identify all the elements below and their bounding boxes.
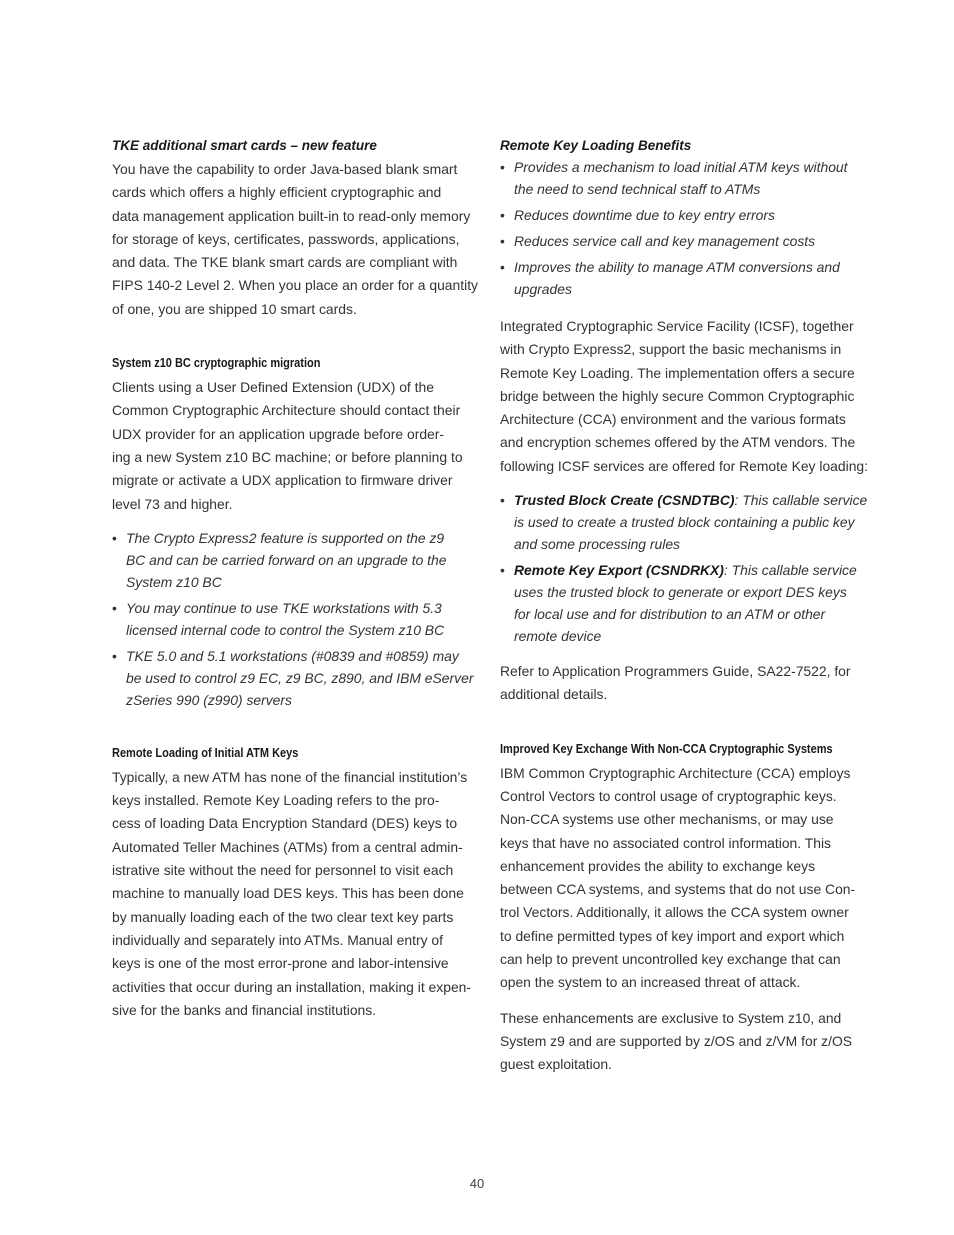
list-item: • Reduces service call and key management costs	[500, 230, 872, 252]
refer-paragraph: Refer to Application Programmers Guide, SA22-7522, for additional details.	[500, 663, 851, 703]
key-exchange-heading: Improved Key Exchange With Non-CCA Cryptographic Systems	[500, 741, 833, 756]
icsf-section	[500, 315, 872, 707]
tke-heading: TKE additional smart cards – new feature	[112, 138, 377, 153]
migration-section	[112, 354, 484, 711]
benefits-heading: Remote Key Loading Benefits	[500, 138, 692, 153]
service-name: Trusted Block Create (CSNDTBC)	[514, 492, 735, 509]
remote-loading-heading: Remote Loading of Initial ATM Keys	[112, 745, 299, 760]
list-item: • Reduces downtime due to key entry errors	[500, 204, 872, 226]
key-exchange-section	[500, 740, 872, 1077]
left-column	[112, 137, 484, 1022]
list-item: • Trusted Block Create (CSNDTBC): This callable service is used to create a trusted block containing a public key and some processing rules	[500, 489, 872, 555]
benefits-section	[500, 137, 872, 300]
remote-loading-paragraph: Typically, a new ATM has none of the financial institution’s keys installed. Remote Key Loading refers to the pro- cess of loading Data Encryption Standard (DES) keys to Automated Teller Machines (ATMs) from a central admin- istrative site without the need for personnel to visit each machine to manually load DES keys. This has been done by manually loading each of the two clear text key parts individually and separately into ATMs. Manual entry of keys is one of the most error-prone and labor-intensive activities that occur during an installation, making it expen- sive for the banks and financial institutions.	[112, 768, 472, 1018]
list-item: • Provides a mechanism to load initial ATM keys without the need to send technical staff to ATMs	[500, 156, 872, 200]
right-column	[500, 137, 872, 1077]
list-item: • Remote Key Export (CSNDRKX): This callable service uses the trusted block to generate or export DES keys for local use and for distribution to an ATM or other remote device	[500, 559, 872, 647]
closing-paragraph: These enhancements are exclusive to System z10, and System z9 and are supported by z/OS and z/VM for z/OS guest exploitation.	[500, 1009, 853, 1073]
list-item: • Improves the ability to manage ATM conversions and upgrades	[500, 256, 872, 300]
service-name: Remote Key Export (CSNDRKX)	[514, 562, 724, 579]
icsf-paragraph: Integrated Cryptographic Service Facility (ICSF), together with Crypto Express2, support the basic mechanisms in Remote Key Loading. The implementation offers a secure bridge between the highly secure Common Cryptographic Architecture (CCA) environment and the various formats and encryption schemes offered by the ATM vendors. The following ICSF services are offered for Remote Key loading:	[500, 318, 869, 474]
list-item: • TKE 5.0 and 5.1 workstations (#0839 and #0859) may be used to control z9 EC, z9 BC, z890, and IBM eServer zSeries 990 (z990) servers	[112, 645, 484, 711]
icsf-services-list	[500, 489, 872, 647]
migration-paragraph: Clients using a User Defined Extension (UDX) of the Common Cryptographic Architecture should contact their UDX provider for an application upgrade before order- ing a new System z10 BC machine; or before planning to migrate or activate a UDX application to firmware driver level 73 and higher.	[112, 379, 463, 512]
tke-smart-cards-section	[112, 137, 484, 321]
migration-heading: System z10 BC cryptographic migration	[112, 356, 321, 371]
list-item: • You may continue to use TKE workstations with 5.3 licensed internal code to control the System z10 BC	[112, 597, 484, 641]
tke-paragraph: You have the capability to order Java-based blank smart cards which offers a highly efficient cryptographic and data management application built-in to read-only memory for storage of keys, certificates, passwords, applications, and data. The TKE blank smart cards are compliant with FIPS 140-2 Level 2. When you place an order for a quantity of one, you are shipped 10 smart cards.	[112, 161, 478, 317]
key-exchange-paragraph: IBM Common Cryptographic Architecture (CCA) employs Control Vectors to control usage of cryptographic keys. Non-CCA systems use other mechanisms, or may use keys that have no associated control information. This enhancement provides the ability to exchange keys between CCA systems, and systems that do not use Con- trol Vectors. Additionally, it allows the CCA system owner to define permitted types of key import and export which can help to prevent uncontrolled key exchange that can open the system to an increased threat of attack.	[500, 764, 856, 991]
page-number: 40	[469, 1176, 485, 1191]
remote-loading-section	[112, 744, 484, 1022]
benefits-bullet-list	[500, 156, 872, 300]
list-item: • The Crypto Express2 feature is supported on the z9 BC and can be carried forward on an upgrade to the System z10 BC	[112, 527, 484, 593]
migration-bullet-list	[112, 527, 484, 711]
